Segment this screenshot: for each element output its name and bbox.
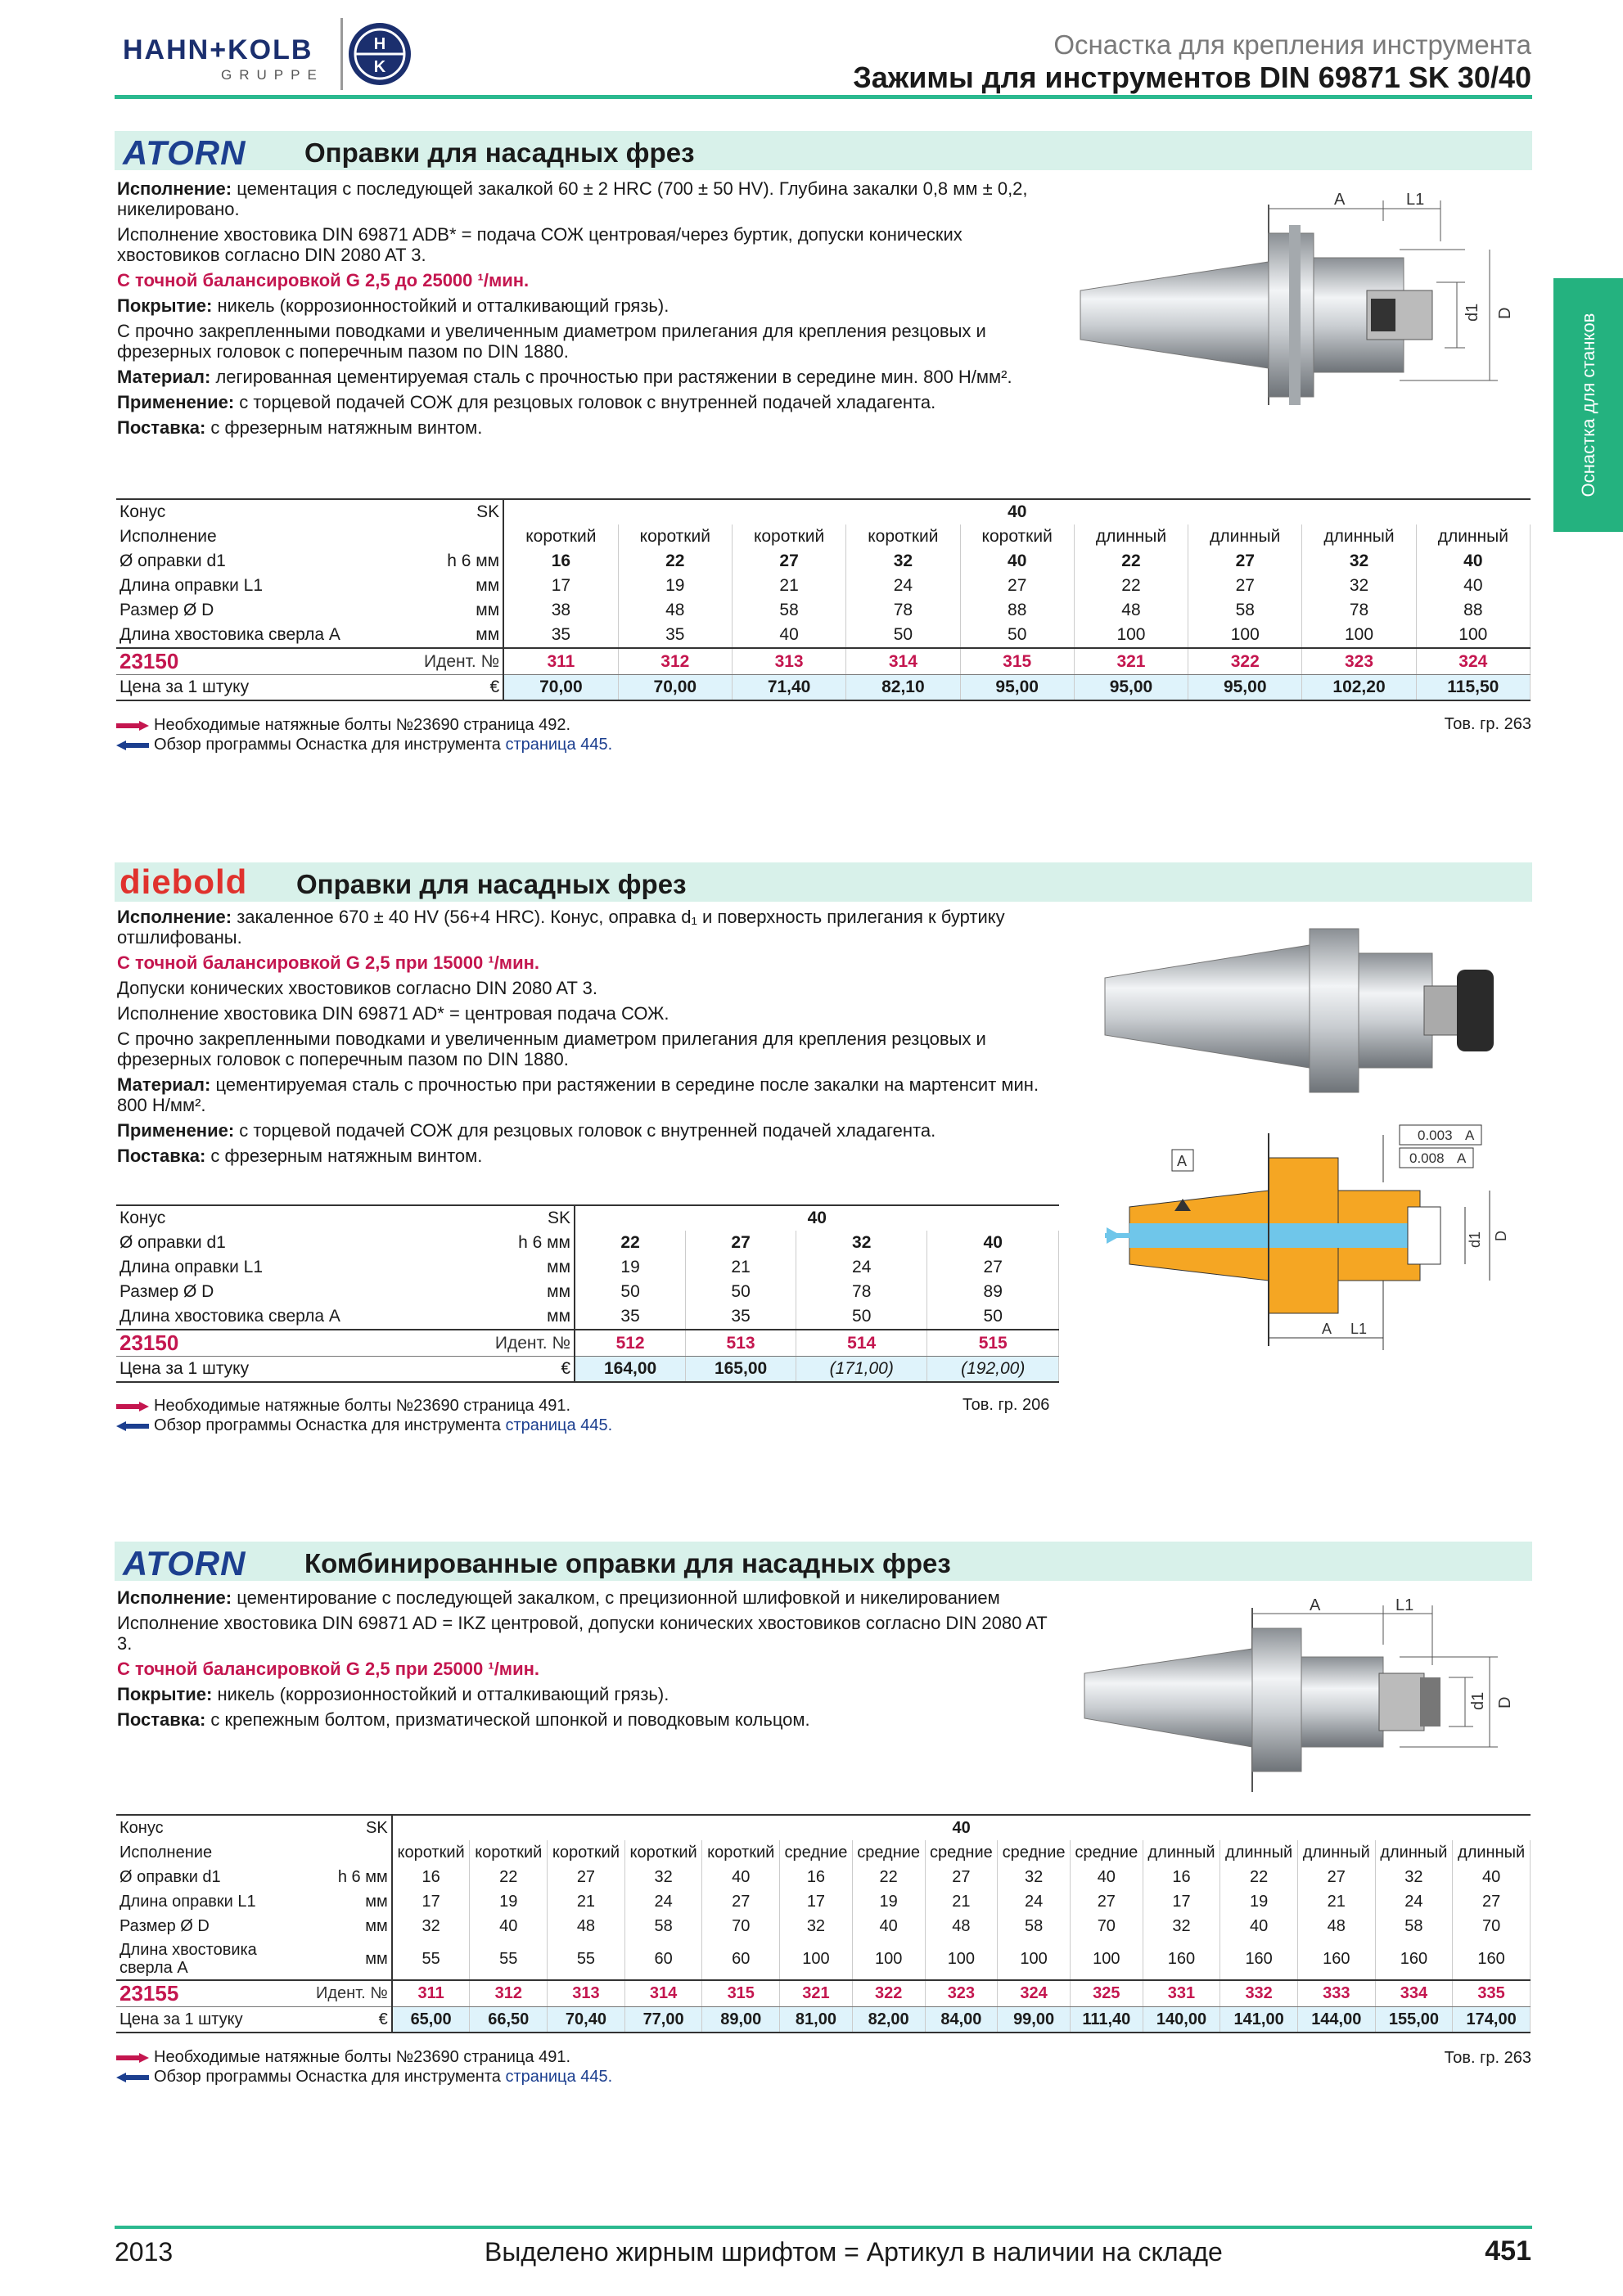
table-cell: 66,50	[470, 2007, 548, 2033]
table-cell: 21	[925, 1889, 998, 1914]
table-cell: 27	[925, 1865, 998, 1889]
table-cell: 160	[1220, 1938, 1298, 1980]
atorn-logo: ATORN	[123, 1544, 246, 1582]
section-2-group: Тов. гр. 206	[963, 1396, 1050, 1414]
dim3-d1: d1	[1469, 1691, 1487, 1710]
section-2-table: Конус SK 40 Ø оправки d1 h 6 мм 22 27 32 40 Длина оправки L1 мм 19 21 24 27 Размер Ø D мм 50 50 78 89 Длина хвостовика сверла A мм 35 35 50 50 23150 Идент. № 512 513 514 515 Цена за 1 штуку € 164,00 165,00 (171,00) (192,00)	[116, 1204, 1059, 1383]
section-3-table: Конус SK 40 Исполнение короткий короткий короткий короткий короткий средние средние средние средние средние длинный длинный длинный длинный длинный Ø оправки d1 h 6 мм 16 22 27 32 40 16 22 27 32 40 16 22 27 32 40 Длина оправки L1 мм 17 19 21 24 27 17 19 21 24 27 17 19 21 24 27 Размер Ø D мм 32 40 48 58 70 32 40 48 58 70 32 40 48 58 70 Длина хвостовика сверла A мм 55 55 55 60 60 100 100 100 100 100 160 160 160 160 160 23155 Идент. № 311 312 313 314 315 321 322 323 324 325 331 332 333 334 335 Цена за 1 штуку € 65,00 66,50 70,40 77,00 89,00 81,00 82,00 84,00 99,00 111,40 140,00 141,00 144,00 155,00 174,00	[116, 1814, 1531, 2033]
table-cell: 111,40	[1070, 2007, 1143, 2033]
table-cell: 331	[1143, 1980, 1220, 2007]
logo-divider	[340, 18, 343, 90]
section-3-header	[115, 1542, 1532, 1581]
table-cell: короткий	[470, 1840, 548, 1865]
table-cell: 144,00	[1297, 2007, 1375, 2033]
table-cell: 32	[624, 1865, 702, 1889]
row-price: Цена за 1 штуку € 65,00 66,50 70,40 77,00 89,00 81,00 82,00 84,00 99,00 111,40 140,00 141,00 144,00 155,00 174,00	[116, 2007, 1531, 2033]
dim3-L1: L1	[1395, 1596, 1414, 1614]
table-cell: 24	[998, 1889, 1071, 1914]
table-cell: 19	[1220, 1889, 1298, 1914]
table-cell: 58	[624, 1914, 702, 1938]
table-cell: 70,40	[548, 2007, 625, 2033]
section-2-header	[115, 862, 1532, 902]
dim3-A: A	[1310, 1596, 1321, 1614]
logo-text: HAHN+KOLB	[123, 34, 313, 65]
table-cell: 60	[624, 1938, 702, 1980]
diebold-logo: diebold	[119, 862, 248, 901]
table-cell: 334	[1375, 1980, 1453, 2007]
table-cell: 22	[470, 1865, 548, 1889]
table-cell: 21	[1297, 1889, 1375, 1914]
section-2-notes: Необходимые натяжные болты №23690 страница 491. Обзор программы Оснастка для инструмента страница 445.	[116, 1396, 612, 1435]
table-cell: длинный	[1453, 1840, 1531, 1865]
table-cell: 84,00	[925, 2007, 998, 2033]
table-cell: 40	[1453, 1865, 1531, 1889]
dim-A: A	[1334, 191, 1346, 209]
section-3-description: Исполнение: цементирование с последующей закалком, с прецизионной шлифовкой и никелированием Исполнение хвостовика DIN 69871 AD = IKZ центровой, допуски конических хвостовиков согласно DIN 2080 AT 3. С точной балансировкой G 2,5 при 25000 ¹/мин. Покрытие: никель (коррозионностойкий и отталкивающий грязь). Поставка: с крепежным болтом, призматической шпонкой и поводковым кольцом.	[117, 1587, 1048, 1730]
table-cell: короткий	[548, 1840, 625, 1865]
table-cell: 48	[548, 1914, 625, 1938]
table-cell: длинный	[1143, 1840, 1220, 1865]
table-cell: 40	[1070, 1865, 1143, 1889]
table-cell: 65,00	[392, 2007, 470, 2033]
section-2-description: Исполнение: закаленное 670 ± 40 HV (56+4 HRC). Конус, оправка d₁ и поверхность прилегания к буртику отшлифованы. С точной балансировкой G 2,5 при 15000 ¹/мин. Допуски конических хвостовиков согласно DIN 2080 AT 3. Исполнение хвостовика DIN 69871 AD* = центровая подача СОЖ. С прочно закрепленными поводками и увеличенным диаметром прилегания для крепления резцовых и фрезерных головок с поперечным пазом по DIN 1880. Материал: цементируемая сталь с прочностью при растяжении в середине после закалки на мартенсит мин. 800 Н/мм². Применение: с торцевой подачей СОЖ для резцовых головок с внутренней подачей хладагента. Поставка: с фрезерным натяжным винтом.	[117, 907, 1039, 1166]
table-cell: 17	[1143, 1889, 1220, 1914]
row-ident: 23150 Идент. № 512 513 514 515	[116, 1330, 1059, 1357]
table-cell: длинный	[1297, 1840, 1375, 1865]
table-cell: 313	[548, 1980, 625, 2007]
table-cell: 141,00	[1220, 2007, 1298, 2033]
table-cell: 81,00	[780, 2007, 853, 2033]
row-D: Размер Ø D мм 50 50 78 89	[116, 1280, 1059, 1304]
table-cell: 22	[852, 1865, 925, 1889]
table-cell: 17	[780, 1889, 853, 1914]
section-3-title: Комбинированные оправки для насадных фрез	[304, 1548, 951, 1578]
dim-D: D	[1496, 307, 1514, 319]
dim2-D: D	[1493, 1231, 1509, 1241]
table-cell: 32	[780, 1914, 853, 1938]
footer-legend: Выделено жирным шрифтом = Артикул в наличии на складе	[485, 2237, 1223, 2267]
dim3-D: D	[1496, 1696, 1514, 1708]
table-cell: 16	[780, 1865, 853, 1889]
page-link[interactable]: страница 445.	[505, 1416, 613, 1434]
section-1-title: Оправки для насадных фрез	[304, 137, 695, 168]
page-link[interactable]: страница 445.	[505, 736, 613, 754]
table-cell: 174,00	[1453, 2007, 1531, 2033]
arrow-right-icon	[116, 1402, 149, 1411]
arrow-right-icon	[116, 721, 149, 731]
section-2-title: Оправки для насадных фрез	[296, 869, 687, 899]
arrow-left-icon	[116, 2073, 149, 2082]
arrow-left-icon	[116, 741, 149, 750]
table-cell: 32	[392, 1914, 470, 1938]
table-cell: 100	[852, 1938, 925, 1980]
svg-text:K: K	[373, 58, 386, 76]
table-cell: 58	[998, 1914, 1071, 1938]
dim-d1: d1	[1463, 303, 1481, 322]
table-cell: средние	[998, 1840, 1071, 1865]
tool-holder-drawing-3	[1072, 1596, 1531, 1800]
table-cell: средние	[1070, 1840, 1143, 1865]
section-1-description: Исполнение: цементация с последующей закалкой 60 ± 2 HRC (700 ± 50 HV). Глубина закалки 0,8 мм ± 0,2, никелировано. Исполнение хвостовика DIN 69871 ADB* = подача СОЖ центровая/через буртик, допуски конических хвостовиков согласно DIN 2080 AT 3. С точной балансировкой G 2,5 до 25000 ¹/мин. Покрытие: никель (коррозионностойкий и отталкивающий грязь). С прочно закрепленными поводками и увеличенным диаметром прилегания для крепления резцовых и фрезерных головок с поперечным пазом по DIN 1880. Материал: легированная цементируемая сталь с прочностью при растяжении в середине мин. 800 Н/мм². Применение: с торцевой подачей СОЖ для резцовых головок с внутренней подачей хладагента. Поставка: с фрезерным натяжным винтом.	[117, 178, 1028, 438]
table-cell: 312	[470, 1980, 548, 2007]
table-cell: 100	[1070, 1938, 1143, 1980]
tool-holder-drawing-1	[1072, 184, 1531, 421]
table-cell: 333	[1297, 1980, 1375, 2007]
table-cell: 100	[925, 1938, 998, 1980]
table-cell: 89,00	[702, 2007, 780, 2033]
table-cell: 40	[470, 1914, 548, 1938]
table-cell: 27	[548, 1865, 625, 1889]
table-cell: 17	[392, 1889, 470, 1914]
logo-subtext: GRUPPE	[221, 67, 324, 83]
table-cell: 48	[1297, 1914, 1375, 1938]
row-D: Размер Ø D мм 38 48 58 78 88 48 58 78 88	[116, 598, 1531, 623]
table-cell: 70	[702, 1914, 780, 1938]
table-cell: средние	[925, 1840, 998, 1865]
table-cell: 332	[1220, 1980, 1298, 2007]
table-cell: 324	[998, 1980, 1071, 2007]
table-cell: 60	[702, 1938, 780, 1980]
table-cell: 55	[548, 1938, 625, 1980]
footer-rule	[115, 2226, 1532, 2229]
table-cell: 40	[852, 1914, 925, 1938]
table-cell: 19	[470, 1889, 548, 1914]
table-cell: 48	[925, 1914, 998, 1938]
page-number: 451	[1485, 2235, 1531, 2267]
table-cell: длинный	[1220, 1840, 1298, 1865]
table-cell: 160	[1297, 1938, 1375, 1980]
table-cell: 325	[1070, 1980, 1143, 2007]
row-D: Размер Ø D мм 32 40 48 58 70 32 40 48 58 70 32 40 48 58 70	[116, 1914, 1531, 1938]
table-cell: 323	[925, 1980, 998, 2007]
dim2-A: A	[1322, 1321, 1332, 1337]
row-l1: Длина оправки L1 мм 19 21 24 27	[116, 1255, 1059, 1280]
tool-holder-photo-2	[1097, 921, 1506, 1105]
row-d1: Ø оправки d1 h 6 мм 16 22 27 32 40 16 22 27 32 40 16 22 27 32 40	[116, 1865, 1531, 1889]
table-cell: 322	[852, 1980, 925, 2007]
header-rule	[115, 95, 1532, 99]
table-cell: 27	[1453, 1889, 1531, 1914]
table-cell: 155,00	[1375, 2007, 1453, 2033]
table-cell: 16	[392, 1865, 470, 1889]
row-A: Длина хвостовика сверла A мм 35 35 40 50 50 100 100 100 100	[116, 623, 1531, 648]
table-cell: 27	[1070, 1889, 1143, 1914]
table-cell: 19	[852, 1889, 925, 1914]
row-l1: Длина оправки L1 мм 17 19 21 24 27 17 19 21 24 27 17 19 21 24 27	[116, 1889, 1531, 1914]
table-cell: 16	[1143, 1865, 1220, 1889]
datum-box: A	[1177, 1153, 1188, 1169]
table-cell: короткий	[624, 1840, 702, 1865]
page-link[interactable]: страница 445.	[505, 2068, 613, 2086]
section-3-group: Тов. гр. 263	[1444, 2049, 1531, 2067]
table-cell: 55	[392, 1938, 470, 1980]
table-cell: короткий	[392, 1840, 470, 1865]
table-cell: 22	[1220, 1865, 1298, 1889]
table-cell: 32	[1143, 1914, 1220, 1938]
table-cell: 140,00	[1143, 2007, 1220, 2033]
table-cell: 27	[1297, 1865, 1375, 1889]
table-cell: 77,00	[624, 2007, 702, 2033]
table-cell: 40	[1220, 1914, 1298, 1938]
row-price: Цена за 1 штуку € 164,00 165,00 (171,00) (192,00)	[116, 1357, 1059, 1383]
header-title: Зажимы для инструментов DIN 69871 SK 30/40	[853, 61, 1531, 94]
table-cell: 335	[1453, 1980, 1531, 2007]
tolerance-1: 0.003	[1418, 1128, 1453, 1143]
table-cell: 314	[624, 1980, 702, 2007]
arrow-left-icon	[116, 1421, 149, 1431]
svg-text:H: H	[373, 35, 386, 53]
table-cell: короткий	[702, 1840, 780, 1865]
side-tab-label: Оснастка для станков	[1577, 313, 1598, 497]
row-A: Длина хвостовика сверла A мм 35 35 50 50	[116, 1304, 1059, 1330]
dim2-L1: L1	[1350, 1321, 1368, 1337]
tolerance-2-datum: A	[1457, 1150, 1467, 1166]
table-cell: 21	[548, 1889, 625, 1914]
table-cell: 32	[1375, 1865, 1453, 1889]
row-d1: Ø оправки d1 h 6 мм 22 27 32 40	[116, 1231, 1059, 1255]
table-cell: 160	[1375, 1938, 1453, 1980]
table-cell: длинный	[1375, 1840, 1453, 1865]
header-subtitle: Оснастка для крепления инструмента	[1053, 29, 1531, 60]
table-cell: 82,00	[852, 2007, 925, 2033]
dim2-d1: d1	[1467, 1231, 1483, 1248]
footer-year: 2013	[115, 2237, 174, 2267]
table-cell: 160	[1453, 1938, 1531, 1980]
table-cell: 160	[1143, 1938, 1220, 1980]
table-cell: 24	[1375, 1889, 1453, 1914]
table-cell: 70	[1453, 1914, 1531, 1938]
table-cell: 100	[780, 1938, 853, 1980]
logo-emblem-icon	[347, 21, 413, 87]
row-ident: 23155 Идент. № 311 312 313 314 315 321 322 323 324 325 331 332 333 334 335	[116, 1980, 1531, 2007]
table-cell: средние	[780, 1840, 853, 1865]
section-3-notes: Необходимые натяжные болты №23690 страница 491. Обзор программы Оснастка для инструмента страница 445.	[116, 2047, 612, 2087]
tool-holder-drawing-2	[1105, 1117, 1531, 1354]
row-price: Цена за 1 штуку € 70,00 70,00 71,40 82,10 95,00 95,00 95,00 102,20 115,50	[116, 675, 1531, 701]
row-execution: Исполнение короткий короткий короткий короткий короткий средние средние средние средние средние длинный длинный длинный длинный длинный	[116, 1840, 1531, 1865]
table-cell: 40	[702, 1865, 780, 1889]
table-cell: 315	[702, 1980, 780, 2007]
row-ident: 23150 Идент. № 311 312 313 314 315 321 322 323 324	[116, 648, 1531, 675]
row-A: Длина хвостовика сверла A мм 55 55 55 60 60 100 100 100 100 100 160 160 160 160 160	[116, 1938, 1531, 1980]
table-cell: 100	[998, 1938, 1071, 1980]
section-1-header	[115, 131, 1532, 170]
table-cell: 70	[1070, 1914, 1143, 1938]
section-1-table: Конус SK 40 Исполнение короткий короткий короткий короткий короткий длинный длинный длинный длинный Ø оправки d1 h 6 мм 16 22 27 32 40 22 27 32 40 Длина оправки L1 мм 17 19 21 24 27 22 27 32 40 Размер Ø D мм 38 48 58 78 88 48 58 78 88 Длина хвостовика сверла A мм 35 35 40 50 50 100 100 100 100 23150 Идент. № 311 312 313 314 315 321 322 323 324 Цена за 1 штуку € 70,00 70,00 71,40 82,10 95,00 95,00 95,00 102,20 115,50	[116, 498, 1531, 701]
table-cell: 321	[780, 1980, 853, 2007]
atorn-logo: ATORN	[123, 133, 246, 172]
row-d1: Ø оправки d1 h 6 мм 16 22 27 32 40 22 27 32 40	[116, 549, 1531, 574]
row-execution: Исполнение короткий короткий короткий короткий короткий длинный длинный длинный длинный	[116, 524, 1531, 549]
arrow-right-icon	[116, 2053, 149, 2063]
row-l1: Длина оправки L1 мм 17 19 21 24 27 22 27 32 40	[116, 574, 1531, 598]
tolerance-1-datum: A	[1465, 1128, 1475, 1143]
table-cell: 24	[624, 1889, 702, 1914]
table-cell: средние	[852, 1840, 925, 1865]
dim-L1: L1	[1406, 191, 1425, 209]
table-cell: 58	[1375, 1914, 1453, 1938]
table-cell: 55	[470, 1938, 548, 1980]
table-cell: 311	[392, 1980, 470, 2007]
tolerance-2: 0.008	[1409, 1150, 1445, 1166]
side-tab[interactable]	[1553, 278, 1623, 532]
section-1-group: Тов. гр. 263	[1444, 715, 1531, 733]
section-1-notes: Необходимые натяжные болты №23690 страница 492. Обзор программы Оснастка для инструмента страница 445.	[116, 715, 612, 754]
table-cell: 32	[998, 1865, 1071, 1889]
table-cell: 27	[702, 1889, 780, 1914]
table-cell: 99,00	[998, 2007, 1071, 2033]
